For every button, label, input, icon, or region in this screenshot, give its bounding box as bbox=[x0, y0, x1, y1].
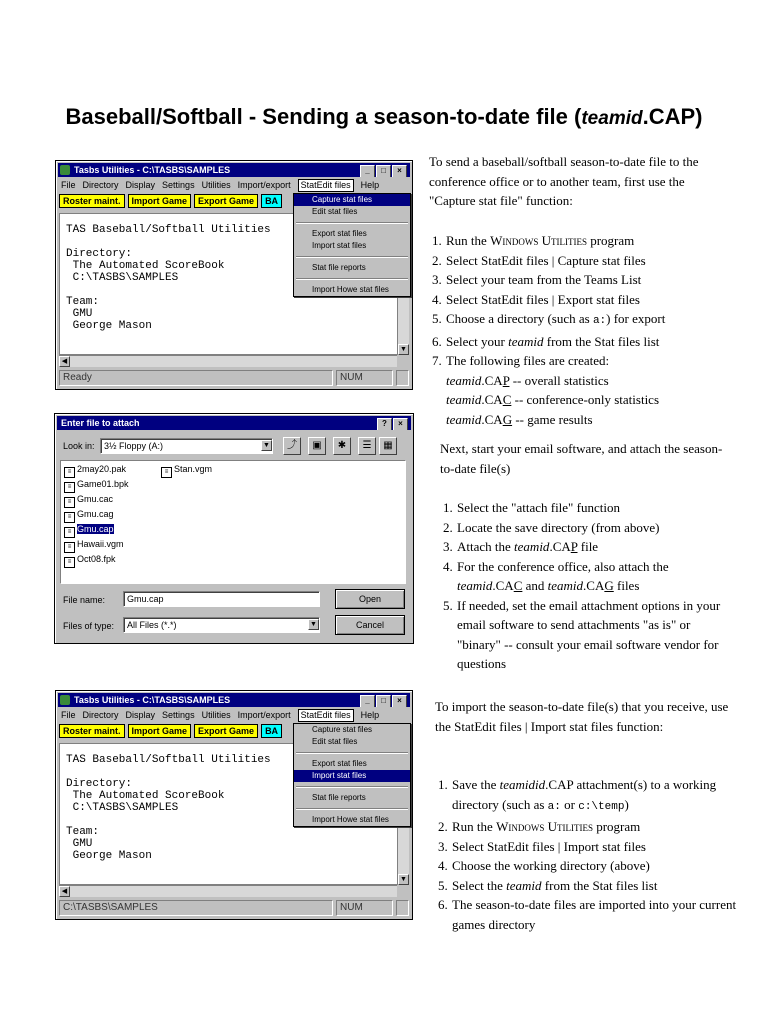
list-item: 4. For the conference office, also attach the teamid.CAC and teamid.CAG files bbox=[443, 558, 669, 593]
menu-bar bbox=[59, 179, 409, 192]
look-in-label: Look in: bbox=[63, 441, 95, 451]
file-type-value: All Files (*.*) bbox=[127, 620, 177, 630]
menu-item-export-stat-files[interactable]: Export stat files bbox=[312, 759, 367, 768]
statedit-dropdown-menu bbox=[293, 723, 411, 827]
menu-item-edit-stat-files[interactable]: Edit stat files bbox=[312, 207, 358, 216]
list-item: 2. Select StatEdit files | Capture stat files bbox=[432, 252, 646, 268]
maximize-button[interactable]: □ bbox=[376, 695, 391, 707]
menu-separator bbox=[296, 786, 408, 788]
file-type-select[interactable] bbox=[123, 617, 320, 633]
status-text: Ready bbox=[59, 370, 333, 386]
file-icon: ≡ bbox=[64, 542, 75, 553]
file-name: Gmu.cac bbox=[77, 494, 114, 504]
menu-utilities[interactable]: Utilities bbox=[201, 710, 231, 720]
scroll-down-icon[interactable]: ▼ bbox=[398, 344, 409, 355]
menu-import-export[interactable]: Import/export bbox=[237, 180, 291, 190]
file-icon: ≡ bbox=[64, 557, 75, 568]
menu-statedit-files[interactable]: StatEdit files bbox=[298, 179, 354, 192]
list-item: 4. Select StatEdit files | Export stat files bbox=[432, 291, 640, 307]
file-item[interactable] bbox=[64, 553, 116, 568]
close-button[interactable]: × bbox=[393, 418, 408, 430]
list-item: 5. If needed, set the email attachment options in your email software to send attachments "as is" or "binary" -- consult your email software vendor for questions bbox=[443, 597, 721, 671]
file-name-label: File name: bbox=[63, 595, 106, 605]
file-name: Stan.vgm bbox=[174, 464, 213, 474]
file-icon: ≡ bbox=[161, 467, 172, 478]
window-titlebar bbox=[58, 693, 410, 707]
status-bar bbox=[59, 370, 409, 386]
file-icon: ≡ bbox=[64, 527, 75, 538]
chevron-down-icon[interactable]: ▼ bbox=[261, 440, 272, 451]
file-item[interactable] bbox=[161, 463, 212, 478]
file-type-label: Files of type: bbox=[63, 621, 115, 631]
look-in-value: 3½ Floppy (A:) bbox=[104, 441, 164, 451]
menu-item-edit-stat-files[interactable]: Edit stat files bbox=[312, 737, 358, 746]
menu-separator bbox=[296, 256, 408, 258]
menu-help[interactable]: Help bbox=[360, 180, 380, 190]
menu-item-export-stat-files[interactable]: Export stat files bbox=[312, 229, 367, 238]
file-icon: ≡ bbox=[64, 482, 75, 493]
list-item: 1. Save the teamidid.CAP attachment(s) to a working directory (such as a: or c:\temp) bbox=[438, 777, 717, 813]
status-text: C:\TASBS\SAMPLES bbox=[59, 900, 333, 916]
menu-item-import-stat-files[interactable]: Import stat files bbox=[294, 770, 410, 782]
dialog-title: Enter file to attach bbox=[61, 418, 140, 428]
menu-display[interactable]: Display bbox=[125, 710, 156, 720]
main-content: TAS Baseball/Softball Utilities Directory: The Automated ScoreBook C:\TASBS\SAMPLES Team: GMU George Mason bbox=[59, 743, 409, 885]
file-icon: ≡ bbox=[64, 467, 75, 478]
intro-paragraph: To send a baseball/softball season-to-date file to the conference office or to another team, first use the "Capture stat file" function: bbox=[429, 154, 699, 208]
file-item[interactable] bbox=[64, 463, 126, 478]
list-item: 2. Locate the save directory (from above) bbox=[443, 519, 660, 535]
tasbs-utilities-window bbox=[55, 160, 413, 390]
file-name: Gmu.cag bbox=[77, 509, 114, 519]
file-icon: ≡ bbox=[64, 497, 75, 508]
attach-steps-list bbox=[443, 498, 733, 674]
list-item: teamid.CAC -- conference-only statistics bbox=[446, 392, 660, 407]
export-game-button[interactable]: Export Game bbox=[194, 194, 258, 208]
window-titlebar bbox=[58, 163, 410, 177]
menu-item-stat-file-reports[interactable]: Stat file reports bbox=[312, 793, 366, 802]
import-game-button[interactable]: Import Game bbox=[128, 724, 192, 738]
statedit-dropdown-menu bbox=[293, 193, 411, 297]
list-item: 3. Select StatEdit files | Import stat files bbox=[438, 838, 646, 854]
list-item: teamid.CAP -- overall statistics bbox=[446, 372, 609, 388]
menu-directory[interactable]: Directory bbox=[82, 710, 119, 720]
close-button[interactable]: × bbox=[392, 695, 407, 707]
main-content: TAS Baseball/Softball Utilities Directory: The Automated ScoreBook C:\TASBS\SAMPLES Team: GMU George Mason bbox=[59, 213, 409, 355]
menu-separator bbox=[296, 808, 408, 810]
app-icon bbox=[60, 695, 70, 705]
list-item: teamid.CAG -- game results bbox=[446, 411, 593, 427]
import-steps-list bbox=[438, 775, 738, 934]
menu-item-stat-file-reports[interactable]: Stat file reports bbox=[312, 263, 366, 272]
file-item[interactable] bbox=[64, 538, 124, 553]
scroll-down-icon[interactable]: ▼ bbox=[398, 874, 409, 885]
file-name-input[interactable]: Gmu.cap bbox=[123, 591, 320, 607]
list-item: 3. Select your team from the Teams List bbox=[432, 272, 642, 287]
horizontal-scrollbar[interactable] bbox=[59, 885, 397, 897]
list-view-icon[interactable]: ☰ bbox=[358, 437, 376, 455]
attach-file-dialog bbox=[54, 413, 414, 644]
maximize-button[interactable]: □ bbox=[376, 165, 391, 177]
list-item: 7. The following files are created: bbox=[432, 353, 610, 368]
menu-display[interactable]: Display bbox=[125, 180, 156, 190]
file-name: Gmu.cap bbox=[77, 524, 114, 534]
list-item: 5. Choose a directory (such as a:) for export bbox=[432, 311, 666, 327]
status-pane bbox=[396, 900, 409, 916]
import-paragraph: To import the season-to-date file(s) that you receive, use the StatEdit files | Import stat files function: bbox=[435, 699, 729, 734]
list-item: 3. Attach the teamid.CAP file bbox=[443, 539, 599, 554]
list-item: 4. Choose the working directory (above) bbox=[438, 858, 650, 873]
desktop-icon[interactable]: ▣ bbox=[308, 437, 326, 455]
list-item: 5. Select the teamid from the Stat files list bbox=[438, 877, 658, 893]
menu-separator bbox=[296, 752, 408, 754]
next-paragraph: Next, start your email software, and attach the season-to-date file(s) bbox=[440, 441, 723, 476]
ba-button[interactable]: BA bbox=[261, 724, 282, 738]
menu-import-export[interactable]: Import/export bbox=[237, 710, 291, 720]
menu-file[interactable]: File bbox=[61, 710, 76, 720]
open-button[interactable]: Open bbox=[335, 589, 405, 609]
num-indicator: NUM bbox=[336, 900, 393, 916]
scroll-left-icon[interactable]: ◀ bbox=[59, 886, 70, 897]
menu-directory[interactable]: Directory bbox=[82, 180, 119, 190]
file-name: Game01.bpk bbox=[77, 479, 129, 489]
menu-separator bbox=[296, 278, 408, 280]
menu-utilities[interactable]: Utilities bbox=[201, 180, 231, 190]
page-title: Baseball/Softball - Sending a season-to-date file (teamid.CAP) bbox=[65, 104, 703, 129]
close-button[interactable]: × bbox=[392, 165, 407, 177]
menu-item-capture-stat-files[interactable]: Capture stat files bbox=[294, 194, 410, 206]
scroll-left-icon[interactable]: ◀ bbox=[59, 356, 70, 367]
window-title: Tasbs Utilities - C:\TASBS\SAMPLES bbox=[74, 165, 231, 175]
menu-item-import-howe-stat-files[interactable]: Import Howe stat files bbox=[312, 285, 389, 294]
look-in-select[interactable] bbox=[100, 438, 273, 454]
file-item[interactable] bbox=[64, 508, 114, 523]
file-name: Oct08.fpk bbox=[77, 554, 116, 564]
menu-item-capture-stat-files[interactable]: Capture stat files bbox=[312, 725, 373, 734]
file-item[interactable] bbox=[64, 478, 129, 493]
num-indicator: NUM bbox=[336, 370, 393, 386]
menu-item-import-stat-files[interactable]: Import stat files bbox=[312, 241, 367, 250]
menu-separator bbox=[296, 222, 408, 224]
horizontal-scrollbar[interactable] bbox=[59, 355, 397, 367]
menu-help[interactable]: Help bbox=[360, 710, 380, 720]
minimize-button[interactable]: _ bbox=[360, 165, 375, 177]
chevron-down-icon[interactable]: ▼ bbox=[308, 619, 319, 630]
file-icon: ≡ bbox=[64, 512, 75, 523]
file-list bbox=[60, 460, 406, 584]
help-button[interactable]: ? bbox=[377, 418, 392, 430]
list-item: 6. Select your teamid from the Stat files list bbox=[432, 333, 660, 349]
import-game-button[interactable]: Import Game bbox=[128, 194, 192, 208]
cancel-button[interactable]: Cancel bbox=[335, 615, 405, 635]
export-game-button[interactable]: Export Game bbox=[194, 724, 258, 738]
file-item[interactable] bbox=[64, 493, 113, 508]
roster-maint-button[interactable]: Roster maint. bbox=[59, 724, 125, 738]
file-name: Hawaii.vgm bbox=[77, 539, 124, 549]
new-folder-icon[interactable]: ✱ bbox=[333, 437, 351, 455]
minimize-button[interactable]: _ bbox=[360, 695, 375, 707]
status-pane bbox=[396, 370, 409, 386]
menu-settings[interactable]: Settings bbox=[162, 180, 195, 190]
menu-file[interactable]: File bbox=[61, 180, 76, 190]
up-folder-icon[interactable]: ⤴ bbox=[283, 437, 301, 455]
menu-item-import-howe-stat-files[interactable]: Import Howe stat files bbox=[312, 815, 389, 824]
roster-maint-button[interactable]: Roster maint. bbox=[59, 194, 125, 208]
list-item: 1. Select the "attach file" function bbox=[443, 500, 620, 515]
menu-bar bbox=[59, 709, 409, 722]
details-view-icon[interactable]: ▦ bbox=[379, 437, 397, 455]
list-item: 1. Run the Windows Utilities program bbox=[432, 233, 635, 248]
file-name: 2may20.pak bbox=[77, 464, 127, 474]
dialog-titlebar bbox=[57, 416, 411, 430]
menu-statedit-files[interactable]: StatEdit files bbox=[298, 709, 354, 722]
window-title: Tasbs Utilities - C:\TASBS\SAMPLES bbox=[74, 695, 231, 705]
tasbs-utilities-window-import bbox=[55, 690, 413, 920]
app-icon bbox=[60, 165, 70, 175]
ba-button[interactable]: BA bbox=[261, 194, 282, 208]
list-item: 6. The season-to-date files are imported into your current games directory bbox=[438, 897, 737, 932]
file-item-selected[interactable] bbox=[64, 523, 114, 538]
capture-steps-list bbox=[432, 231, 752, 429]
status-bar bbox=[59, 900, 409, 916]
list-item: 2. Run the Windows Utilities program bbox=[438, 819, 641, 834]
menu-settings[interactable]: Settings bbox=[162, 710, 195, 720]
